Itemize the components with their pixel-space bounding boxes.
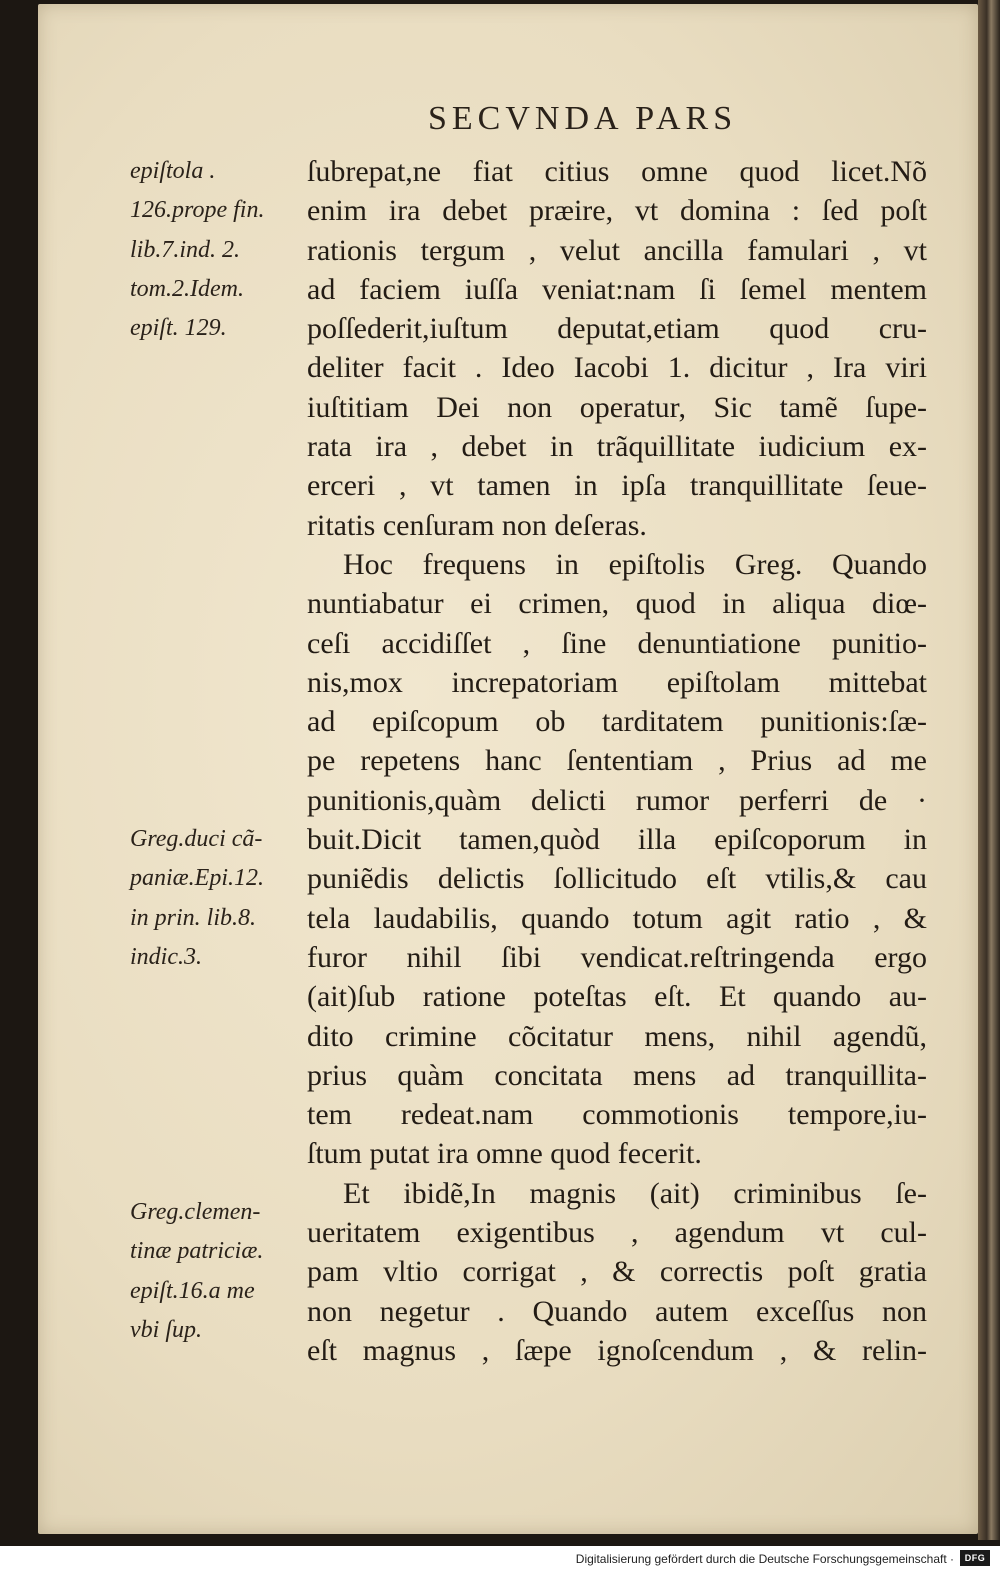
marginal-note-line: vbi ſup. xyxy=(130,1316,202,1343)
text-line: ſubrepat,ne fiat citius omne quod licet.Nõ xyxy=(307,155,927,188)
text-line: furor nihil ſibi vendicat.reſtringenda ergo xyxy=(307,940,927,974)
marginal-note-line: tinæ patriciæ. xyxy=(130,1238,264,1265)
text-line: ueritatem exigentibus , agendum vt cul- xyxy=(307,1216,927,1250)
text-line: erceri , vt tamen in ipſa tranquillitate ſeue- xyxy=(307,469,927,503)
marginal-note-line: 126.prope fin. xyxy=(130,197,265,224)
funding-credit: Digitalisierung gefördert durch die Deutsche Forschungsgemeinschaft · xyxy=(575,1552,954,1566)
text-line: punitionis,quàm delicti rumor perferri de · xyxy=(307,783,927,817)
marginal-note-line: epiſt. 129. xyxy=(130,315,227,342)
text-line: puniẽdis delictis ſollicitudo eſt vtilis,& cau xyxy=(307,862,927,896)
text-line: pe repetens hanc ſententiam , Prius ad me xyxy=(307,744,927,778)
text-line: ad epiſcopum ob tarditatem punitionis:ſæ- xyxy=(307,705,927,739)
marginal-note-1 xyxy=(130,152,305,348)
text-line: non negetur . Quando autem exceſſus non xyxy=(307,1294,927,1328)
page-edge xyxy=(978,0,1000,1540)
marginal-note-3 xyxy=(130,1193,305,1350)
text-line: nis,mox increpatoriam epiſtolam mittebat xyxy=(307,665,927,699)
body-text xyxy=(307,152,927,1370)
text-line: enim ira debet præire, vt domina : ſed poſt xyxy=(307,194,927,228)
text-line: ſtum putat ira omne quod fecerit. xyxy=(307,1137,702,1171)
marginal-note-2 xyxy=(130,820,305,977)
running-head: SECVNDA PARS xyxy=(428,100,738,137)
text-line: eſt magnus , ſæpe ignoſcendum , & relin- xyxy=(307,1333,927,1367)
dfg-logo: DFG xyxy=(960,1550,990,1566)
marginal-note-line: epiſt.16.a me xyxy=(130,1277,255,1304)
text-line: ad faciem iuſſa veniat:nam ſi ſemel mentem xyxy=(307,272,927,306)
text-line: Hoc frequens in epiſtolis Greg. Quando xyxy=(343,547,927,581)
text-line: rationis tergum , velut ancilla famulari , vt xyxy=(307,233,927,267)
text-line: iuſtitiam Dei non operatur, Sic tamẽ ſupe- xyxy=(307,390,927,424)
text-line: poſſederit,iuſtum deputat,etiam quod cru- xyxy=(307,312,927,346)
marginal-note-line: Greg.clemen- xyxy=(130,1199,261,1225)
text-line: tela laudabilis, quando totum agit ratio , & xyxy=(307,901,927,935)
marginal-note-line: Greg.duci cã- xyxy=(130,826,263,852)
marginal-note-line: epiſtola . xyxy=(130,158,216,184)
text-line: pam vltio corrigat , & correctis poſt gratia xyxy=(307,1255,927,1289)
text-line: dito crimine cõcitatur mens, nihil agendũ, xyxy=(307,1019,927,1053)
text-line: deliter facit . Ideo Iacobi 1. dicitur , Ira viri xyxy=(307,351,927,385)
text-line: (ait)ſub ratione poteſtas eſt. Et quando au- xyxy=(307,980,927,1014)
marginal-note-line: lib.7.ind. 2. xyxy=(130,236,241,263)
marginal-note-line: paniæ.Epi.12. xyxy=(130,865,265,892)
marginal-note-line: indic.3. xyxy=(130,943,202,970)
text-line: buit.Dicit tamen,quòd illa epiſcoporum in xyxy=(307,823,927,857)
text-line: tem redeat.nam commotionis tempore,iu- xyxy=(307,1098,927,1132)
text-line: ceſi accidiſſet , ſine denuntiatione punitio- xyxy=(307,626,927,660)
marginal-note-line: tom.2.Idem. xyxy=(130,275,244,302)
text-line: ritatis cenſuram non deſeras. xyxy=(307,508,647,542)
text-line: Et ibidẽ,In magnis (ait) criminibus ſe- xyxy=(343,1176,927,1210)
text-line: prius quàm concitata mens ad tranquillita- xyxy=(307,1058,927,1092)
marginal-note-line: in prin. lib.8. xyxy=(130,904,257,931)
text-line: nuntiabatur ei crimen, quod in aliqua diœ- xyxy=(307,587,927,621)
text-line: rata ira , debet in trãquillitate iudicium ex- xyxy=(307,430,927,464)
